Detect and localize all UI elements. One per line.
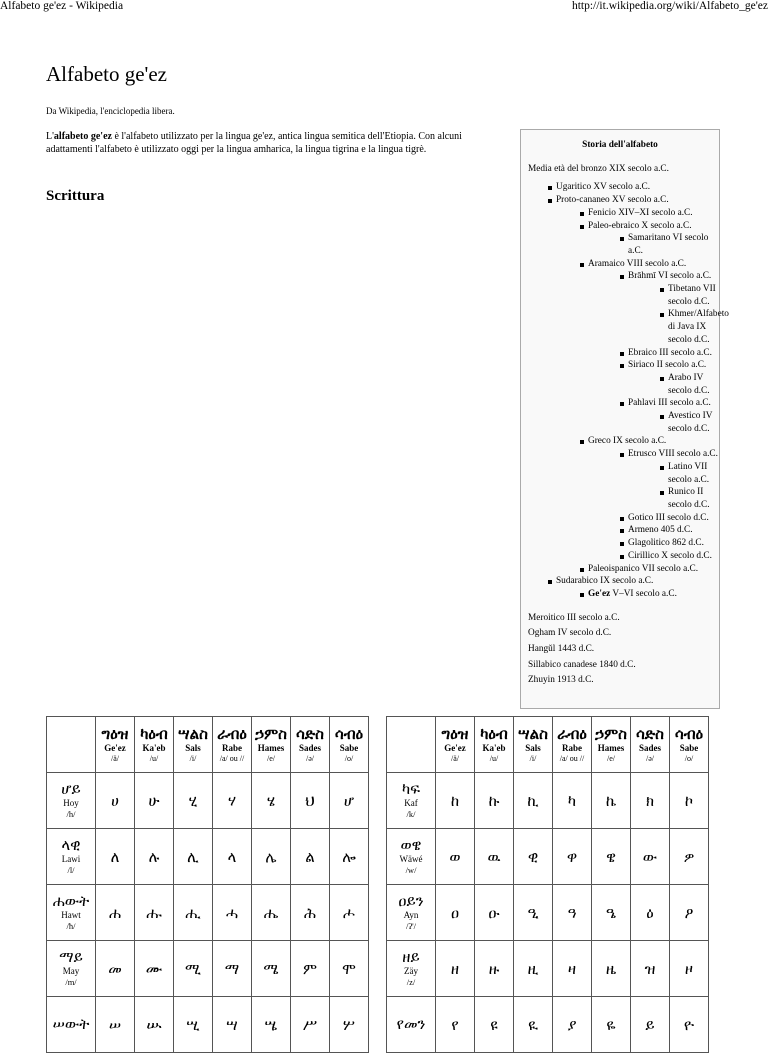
syllable-cell: ሉ bbox=[135, 829, 174, 885]
tree-item-label: Glagolitico 862 d.C. bbox=[628, 538, 704, 549]
table-row bbox=[387, 773, 709, 829]
row-header-glyph: ማይ bbox=[59, 948, 83, 966]
syllable-cell: ዜ bbox=[592, 941, 631, 997]
row-header-glyph: ሠውት bbox=[52, 1015, 90, 1033]
tree-item-label: Aramaico VIII secolo a.C. bbox=[588, 258, 687, 269]
syllable-cell: ዞ bbox=[670, 941, 709, 997]
syllable-cell: ሡ bbox=[135, 997, 174, 1053]
column-header bbox=[631, 717, 670, 773]
tree-item[interactable] bbox=[618, 232, 719, 257]
row-header bbox=[47, 829, 96, 885]
tree-item[interactable] bbox=[546, 194, 729, 575]
table-row bbox=[47, 941, 369, 997]
tree-list bbox=[588, 270, 729, 435]
syllable-cell: ዒ bbox=[514, 885, 553, 941]
syllable-cell: ሃ bbox=[213, 773, 252, 829]
column-header-name: Ka'eb bbox=[142, 743, 166, 753]
print-url: http://it.wikipedia.org/wiki/Alfabeto_ge'ez bbox=[571, 0, 768, 12]
syllable-cell: ሑ bbox=[135, 885, 174, 941]
tree-list bbox=[628, 410, 719, 435]
row-header bbox=[47, 885, 96, 941]
tree-item[interactable] bbox=[658, 283, 719, 308]
column-header-glyph: ካዕብ bbox=[480, 725, 508, 743]
column-header-sound: /ä/ bbox=[111, 754, 119, 763]
row-header-glyph: ላዊ bbox=[61, 836, 81, 854]
row-header-sound: /w/ bbox=[405, 865, 417, 875]
tree-list bbox=[556, 207, 729, 575]
tree-item[interactable] bbox=[618, 550, 719, 563]
syllable-cell: ሞ bbox=[330, 941, 369, 997]
syllable-cell: ዙ bbox=[475, 941, 514, 997]
tree-item-label: Ugaritico XV secolo a.C. bbox=[556, 182, 651, 193]
syllable-cell: ኬ bbox=[592, 773, 631, 829]
infobox-title: Storia dell'alfabeto bbox=[582, 140, 658, 150]
intro-prefix: L' bbox=[46, 131, 54, 142]
syllable-cell: ዎ bbox=[670, 829, 709, 885]
syllable-cell: ም bbox=[291, 941, 330, 997]
row-header-sound: /z/ bbox=[406, 977, 416, 987]
row-header-sound: /m/ bbox=[65, 977, 77, 987]
column-header-sound: /o/ bbox=[344, 754, 354, 763]
row-header-name: Wäwé bbox=[399, 854, 423, 864]
infobox-bottom-line: Ogham IV secolo d.C. bbox=[528, 628, 612, 639]
tree-item-label: Tibetano VII secolo d.C. bbox=[668, 284, 716, 307]
tree-item-label: Khmer/Alfabeto di Java IX secolo d.C. bbox=[668, 309, 729, 345]
syllable-cell: ሤ bbox=[252, 997, 291, 1053]
tree-item-bold: Ge'ez bbox=[588, 588, 611, 599]
row-header-sound: /ʔ'/ bbox=[405, 921, 417, 931]
tree-item-label: Arabo IV secolo d.C. bbox=[668, 372, 710, 396]
tree-item-label: Samaritano VI secolo a.C. bbox=[628, 233, 709, 256]
syllable-cell: ሠ bbox=[96, 997, 135, 1053]
column-header-glyph: ሳድስ bbox=[635, 725, 664, 743]
column-header-glyph: ራብዕ bbox=[557, 725, 587, 743]
tree-list bbox=[628, 461, 719, 512]
tree-item-label: Proto-cananeo XV secolo a.C. bbox=[556, 195, 669, 206]
infobox-bottom-lines bbox=[528, 612, 719, 688]
column-header-name: Sals bbox=[525, 743, 541, 753]
column-header-glyph: ኃምስ bbox=[255, 725, 287, 743]
syllable-cell: ዊ bbox=[514, 829, 553, 885]
column-header bbox=[135, 717, 174, 773]
tree-item-label: Ebraico III secolo a.C. bbox=[628, 347, 712, 358]
syllable-cell: ዝ bbox=[631, 941, 670, 997]
syllable-cell: ሚ bbox=[174, 941, 213, 997]
syllable-cell: ያ bbox=[553, 997, 592, 1053]
column-header-sound: /u/ bbox=[489, 754, 499, 763]
row-header-glyph: የመን bbox=[396, 1015, 426, 1033]
column-header-sound: /u/ bbox=[149, 754, 159, 763]
tree-item-label: Siriaco II secolo a.C. bbox=[628, 360, 707, 371]
column-header-glyph: ኃምስ bbox=[595, 725, 627, 743]
tree-item-label: Cirillico X secolo d.C. bbox=[628, 550, 712, 561]
table-row bbox=[47, 997, 369, 1053]
tree-item[interactable] bbox=[658, 410, 719, 435]
row-header-glyph: ሐውት bbox=[52, 892, 90, 910]
column-header-sound: /ə/ bbox=[306, 754, 314, 763]
syllable-cell: ሌ bbox=[252, 829, 291, 885]
row-header-name: Hawt bbox=[61, 910, 81, 920]
column-header-name: Ka'eb bbox=[482, 743, 506, 753]
row-header bbox=[47, 773, 96, 829]
infobox-tree bbox=[528, 181, 729, 600]
syllable-cell: ዘ bbox=[436, 941, 475, 997]
column-header-name: Sades bbox=[638, 743, 661, 753]
column-header-name: Hames bbox=[597, 743, 625, 753]
tree-item[interactable] bbox=[578, 258, 729, 436]
column-header bbox=[475, 717, 514, 773]
tree-item[interactable] bbox=[658, 372, 719, 397]
tree-item[interactable] bbox=[546, 575, 719, 600]
row-header-sound: /l/ bbox=[67, 865, 75, 875]
infobox-bottom-line: Meroitico III secolo a.C. bbox=[528, 612, 620, 623]
tree-item[interactable] bbox=[578, 563, 719, 576]
column-header bbox=[330, 717, 369, 773]
page-title: Alfabeto ge'ez bbox=[46, 62, 167, 86]
column-header-glyph: ካዕብ bbox=[140, 725, 168, 743]
syllable-cell: ሣ bbox=[213, 997, 252, 1053]
table-row bbox=[47, 885, 369, 941]
syllable-cell: ሎ bbox=[330, 829, 369, 885]
syllable-cell: ሕ bbox=[291, 885, 330, 941]
syllable-cell: ላ bbox=[213, 829, 252, 885]
column-header bbox=[514, 717, 553, 773]
tree-item[interactable] bbox=[578, 220, 719, 258]
syllable-cell: ህ bbox=[291, 773, 330, 829]
infobox-top-line: Media età del bronzo XIX secolo a.C. bbox=[528, 163, 669, 174]
column-header bbox=[96, 717, 135, 773]
table-row bbox=[387, 885, 709, 941]
tree-item[interactable] bbox=[618, 512, 719, 525]
table-header-row bbox=[387, 717, 709, 773]
column-header-name: Sabe bbox=[679, 743, 699, 753]
section-heading: Scrittura bbox=[46, 188, 105, 204]
syllable-cell: ዕ bbox=[631, 885, 670, 941]
row-header bbox=[387, 997, 436, 1053]
column-header bbox=[592, 717, 631, 773]
column-header-name: Sals bbox=[185, 743, 201, 753]
syllable-cell: ዩ bbox=[475, 997, 514, 1053]
syllable-cell: ዪ bbox=[514, 997, 553, 1053]
table-row bbox=[387, 941, 709, 997]
column-header bbox=[670, 717, 709, 773]
column-header-name: Ge'ez bbox=[104, 743, 126, 753]
column-header bbox=[553, 717, 592, 773]
row-header bbox=[387, 885, 436, 941]
row-header bbox=[387, 829, 436, 885]
column-header-glyph: ግዕዝ bbox=[101, 725, 129, 743]
syllable-cell: ዬ bbox=[592, 997, 631, 1053]
print-header bbox=[0, 0, 768, 14]
syllable-cell: ዋ bbox=[553, 829, 592, 885]
tree-list bbox=[556, 588, 719, 601]
column-header bbox=[213, 717, 252, 773]
column-header-name: Sades bbox=[298, 743, 321, 753]
row-header-glyph: ካፍ bbox=[401, 780, 421, 798]
column-header-sound: /ä/ bbox=[451, 754, 459, 763]
tree-list bbox=[628, 372, 719, 397]
column-header-glyph: ሳብዕ bbox=[674, 725, 704, 743]
print-page-title: Alfabeto ge'ez - Wikipedia bbox=[0, 0, 124, 12]
column-header bbox=[291, 717, 330, 773]
syllable-cell: ሒ bbox=[174, 885, 213, 941]
tree-item[interactable] bbox=[618, 270, 729, 346]
tree-item-label: Paleo-ebraico X secolo a.C. bbox=[588, 220, 692, 231]
column-header-glyph: ሣልስ bbox=[178, 725, 208, 743]
syllable-cell: ሖ bbox=[330, 885, 369, 941]
column-header-sound: /e/ bbox=[607, 754, 615, 763]
table-right bbox=[386, 716, 709, 1053]
syllable-cell: ኮ bbox=[670, 773, 709, 829]
syllable-cell: ል bbox=[291, 829, 330, 885]
column-header-sound: /o/ bbox=[684, 754, 694, 763]
infobox bbox=[520, 129, 729, 709]
column-header-glyph: ሳድስ bbox=[295, 725, 324, 743]
syllable-cell: ዚ bbox=[514, 941, 553, 997]
syllable-cell: ዮ bbox=[670, 997, 709, 1053]
tree-item-label: Etrusco VIII secolo a.C. bbox=[628, 449, 718, 460]
column-header-glyph: ግዕዝ bbox=[441, 725, 469, 743]
row-header-name: Hoy bbox=[63, 798, 79, 808]
tree-item-label: Latino VII secolo a.C. bbox=[668, 461, 710, 485]
row-header-name: Ayn bbox=[403, 910, 419, 920]
column-header-name: Sabe bbox=[339, 743, 359, 753]
column-header-sound: /a/ ou // bbox=[219, 754, 245, 763]
table-row bbox=[387, 997, 709, 1053]
tree-item[interactable] bbox=[658, 308, 729, 346]
infobox-bottom-line: Zhuyin 1913 d.C. bbox=[528, 675, 594, 686]
table-row bbox=[47, 829, 369, 885]
row-header-glyph: ዘይ bbox=[402, 948, 420, 966]
syllable-cell: ክ bbox=[631, 773, 670, 829]
tree-item-label: Sudarabico IX secolo a.C. bbox=[556, 576, 654, 587]
tree-item[interactable] bbox=[618, 359, 719, 397]
syllable-cell: ሂ bbox=[174, 773, 213, 829]
tree-list bbox=[588, 448, 719, 562]
syllable-cell: ማ bbox=[213, 941, 252, 997]
column-header bbox=[252, 717, 291, 773]
syllable-cell: ይ bbox=[631, 997, 670, 1053]
table-header-row bbox=[47, 717, 369, 773]
tree-item[interactable] bbox=[618, 524, 719, 537]
row-header-glyph: ዐይን bbox=[398, 892, 424, 910]
syllable-cell: ሄ bbox=[252, 773, 291, 829]
syllable-cell: ዓ bbox=[553, 885, 592, 941]
tree-item[interactable] bbox=[658, 461, 719, 486]
intro-text: è l'alfabeto utilizzato per la lingua ge'ez, antica lingua semitica dell'Etiopia. Con alcuni adattamenti l'alfabeto è utilizzato oggi per la lingua amharica, la lingua tigrina e la lingua tigrè. bbox=[46, 131, 462, 155]
column-header-sound: /i/ bbox=[529, 754, 537, 763]
row-header-name: Zäy bbox=[404, 966, 418, 976]
tree-list bbox=[588, 232, 719, 257]
page-subtitle: Da Wikipedia, l'enciclopedia libera. bbox=[46, 106, 175, 116]
row-header-glyph: ሆይ bbox=[61, 780, 81, 798]
syllable-cell: ሀ bbox=[96, 773, 135, 829]
corner-cell bbox=[47, 717, 96, 773]
tree-list bbox=[628, 283, 729, 347]
intro-paragraph bbox=[46, 130, 501, 156]
row-header-name: May bbox=[62, 966, 80, 976]
syllable-cell: ሓ bbox=[213, 885, 252, 941]
tree-item-label: Avestico IV secolo d.C. bbox=[668, 411, 713, 434]
table-left bbox=[46, 716, 369, 1053]
column-header bbox=[436, 717, 475, 773]
syllable-cell: ሊ bbox=[174, 829, 213, 885]
syllable-cell: የ bbox=[436, 997, 475, 1053]
syllable-cell: ሥ bbox=[291, 997, 330, 1053]
tree-item-label: Brāhmī VI secolo a.C. bbox=[628, 271, 712, 282]
syllable-cell: ሢ bbox=[174, 997, 213, 1053]
tree-item-label: Gotico III secolo d.C. bbox=[628, 512, 709, 523]
syllable-cell: ሙ bbox=[135, 941, 174, 997]
row-header-sound: /k/ bbox=[406, 809, 416, 819]
column-header-name: Rabe bbox=[562, 743, 582, 753]
column-header-sound: /ə/ bbox=[646, 754, 654, 763]
syllable-cell: ሦ bbox=[330, 997, 369, 1053]
syllable-cell: ዖ bbox=[670, 885, 709, 941]
syllable-cell: ሆ bbox=[330, 773, 369, 829]
tree-item-label: Runico II secolo d.C. bbox=[668, 487, 710, 510]
column-header-sound: /e/ bbox=[267, 754, 275, 763]
row-header bbox=[387, 773, 436, 829]
row-header bbox=[387, 941, 436, 997]
syllable-cell: ኩ bbox=[475, 773, 514, 829]
row-header-name: Lawi bbox=[61, 854, 81, 864]
intro-bold-term: alfabeto ge'ez bbox=[53, 131, 112, 142]
tree-item[interactable] bbox=[618, 537, 719, 550]
tree-item-label: Paleoispanico VII secolo a.C. bbox=[588, 563, 699, 574]
syllable-cell: ለ bbox=[96, 829, 135, 885]
tree-item[interactable] bbox=[578, 588, 719, 601]
row-header-sound: /h/ bbox=[66, 809, 76, 819]
column-header-name: Ge'ez bbox=[444, 743, 466, 753]
syllable-cell: ሁ bbox=[135, 773, 174, 829]
syllable-cell: ዑ bbox=[475, 885, 514, 941]
syllable-cell: ዔ bbox=[592, 885, 631, 941]
syllable-cell: መ bbox=[96, 941, 135, 997]
column-header bbox=[174, 717, 213, 773]
tree-list bbox=[528, 181, 729, 600]
row-header-glyph: ወዌ bbox=[400, 836, 422, 854]
syllable-cell: ወ bbox=[436, 829, 475, 885]
row-header-sound: /ħ/ bbox=[66, 921, 76, 931]
syllable-cell: ሔ bbox=[252, 885, 291, 941]
column-header-glyph: ራብዕ bbox=[217, 725, 247, 743]
row-header-name: Kaf bbox=[404, 798, 418, 808]
syllable-cell: ካ bbox=[553, 773, 592, 829]
column-header-name: Rabe bbox=[222, 743, 242, 753]
tree-item[interactable] bbox=[618, 347, 719, 360]
tree-item-label: V–VI secolo a.C. bbox=[610, 588, 677, 599]
column-header-name: Hames bbox=[257, 743, 285, 753]
table-row bbox=[387, 829, 709, 885]
row-header bbox=[47, 997, 96, 1053]
tree-item[interactable] bbox=[618, 448, 719, 512]
tree-item[interactable] bbox=[578, 435, 719, 562]
corner-cell bbox=[387, 717, 436, 773]
column-header-glyph: ሳብዕ bbox=[334, 725, 364, 743]
tree-item[interactable] bbox=[658, 486, 719, 511]
syllable-cell: ው bbox=[631, 829, 670, 885]
column-header-sound: /i/ bbox=[189, 754, 197, 763]
syllable-cell: ዉ bbox=[475, 829, 514, 885]
tree-item-label: Fenicio XIV–XI secolo a.C. bbox=[588, 207, 693, 218]
column-header-sound: /a/ ou // bbox=[559, 754, 585, 763]
syllable-cell: ከ bbox=[436, 773, 475, 829]
tree-item[interactable] bbox=[578, 207, 719, 220]
infobox-bottom-line: Sillabico canadese 1840 d.C. bbox=[528, 659, 636, 670]
syllable-cell: ኪ bbox=[514, 773, 553, 829]
syllable-cell: ሜ bbox=[252, 941, 291, 997]
infobox-bottom-line: Hangŭl 1443 d.C. bbox=[528, 644, 595, 655]
row-header bbox=[47, 941, 96, 997]
tree-item-label: Greco IX secolo a.C. bbox=[588, 436, 667, 447]
syllable-cell: ዛ bbox=[553, 941, 592, 997]
tree-item[interactable] bbox=[618, 397, 719, 435]
tree-item[interactable] bbox=[546, 181, 719, 194]
syllable-cell: ዐ bbox=[436, 885, 475, 941]
tree-item-label: Pahlavi III secolo a.C. bbox=[628, 398, 711, 409]
table-row bbox=[47, 773, 369, 829]
tree-item-label: Armeno 405 d.C. bbox=[628, 525, 693, 536]
syllable-cell: ሐ bbox=[96, 885, 135, 941]
syllable-cell: ዌ bbox=[592, 829, 631, 885]
column-header-glyph: ሣልስ bbox=[518, 725, 548, 743]
